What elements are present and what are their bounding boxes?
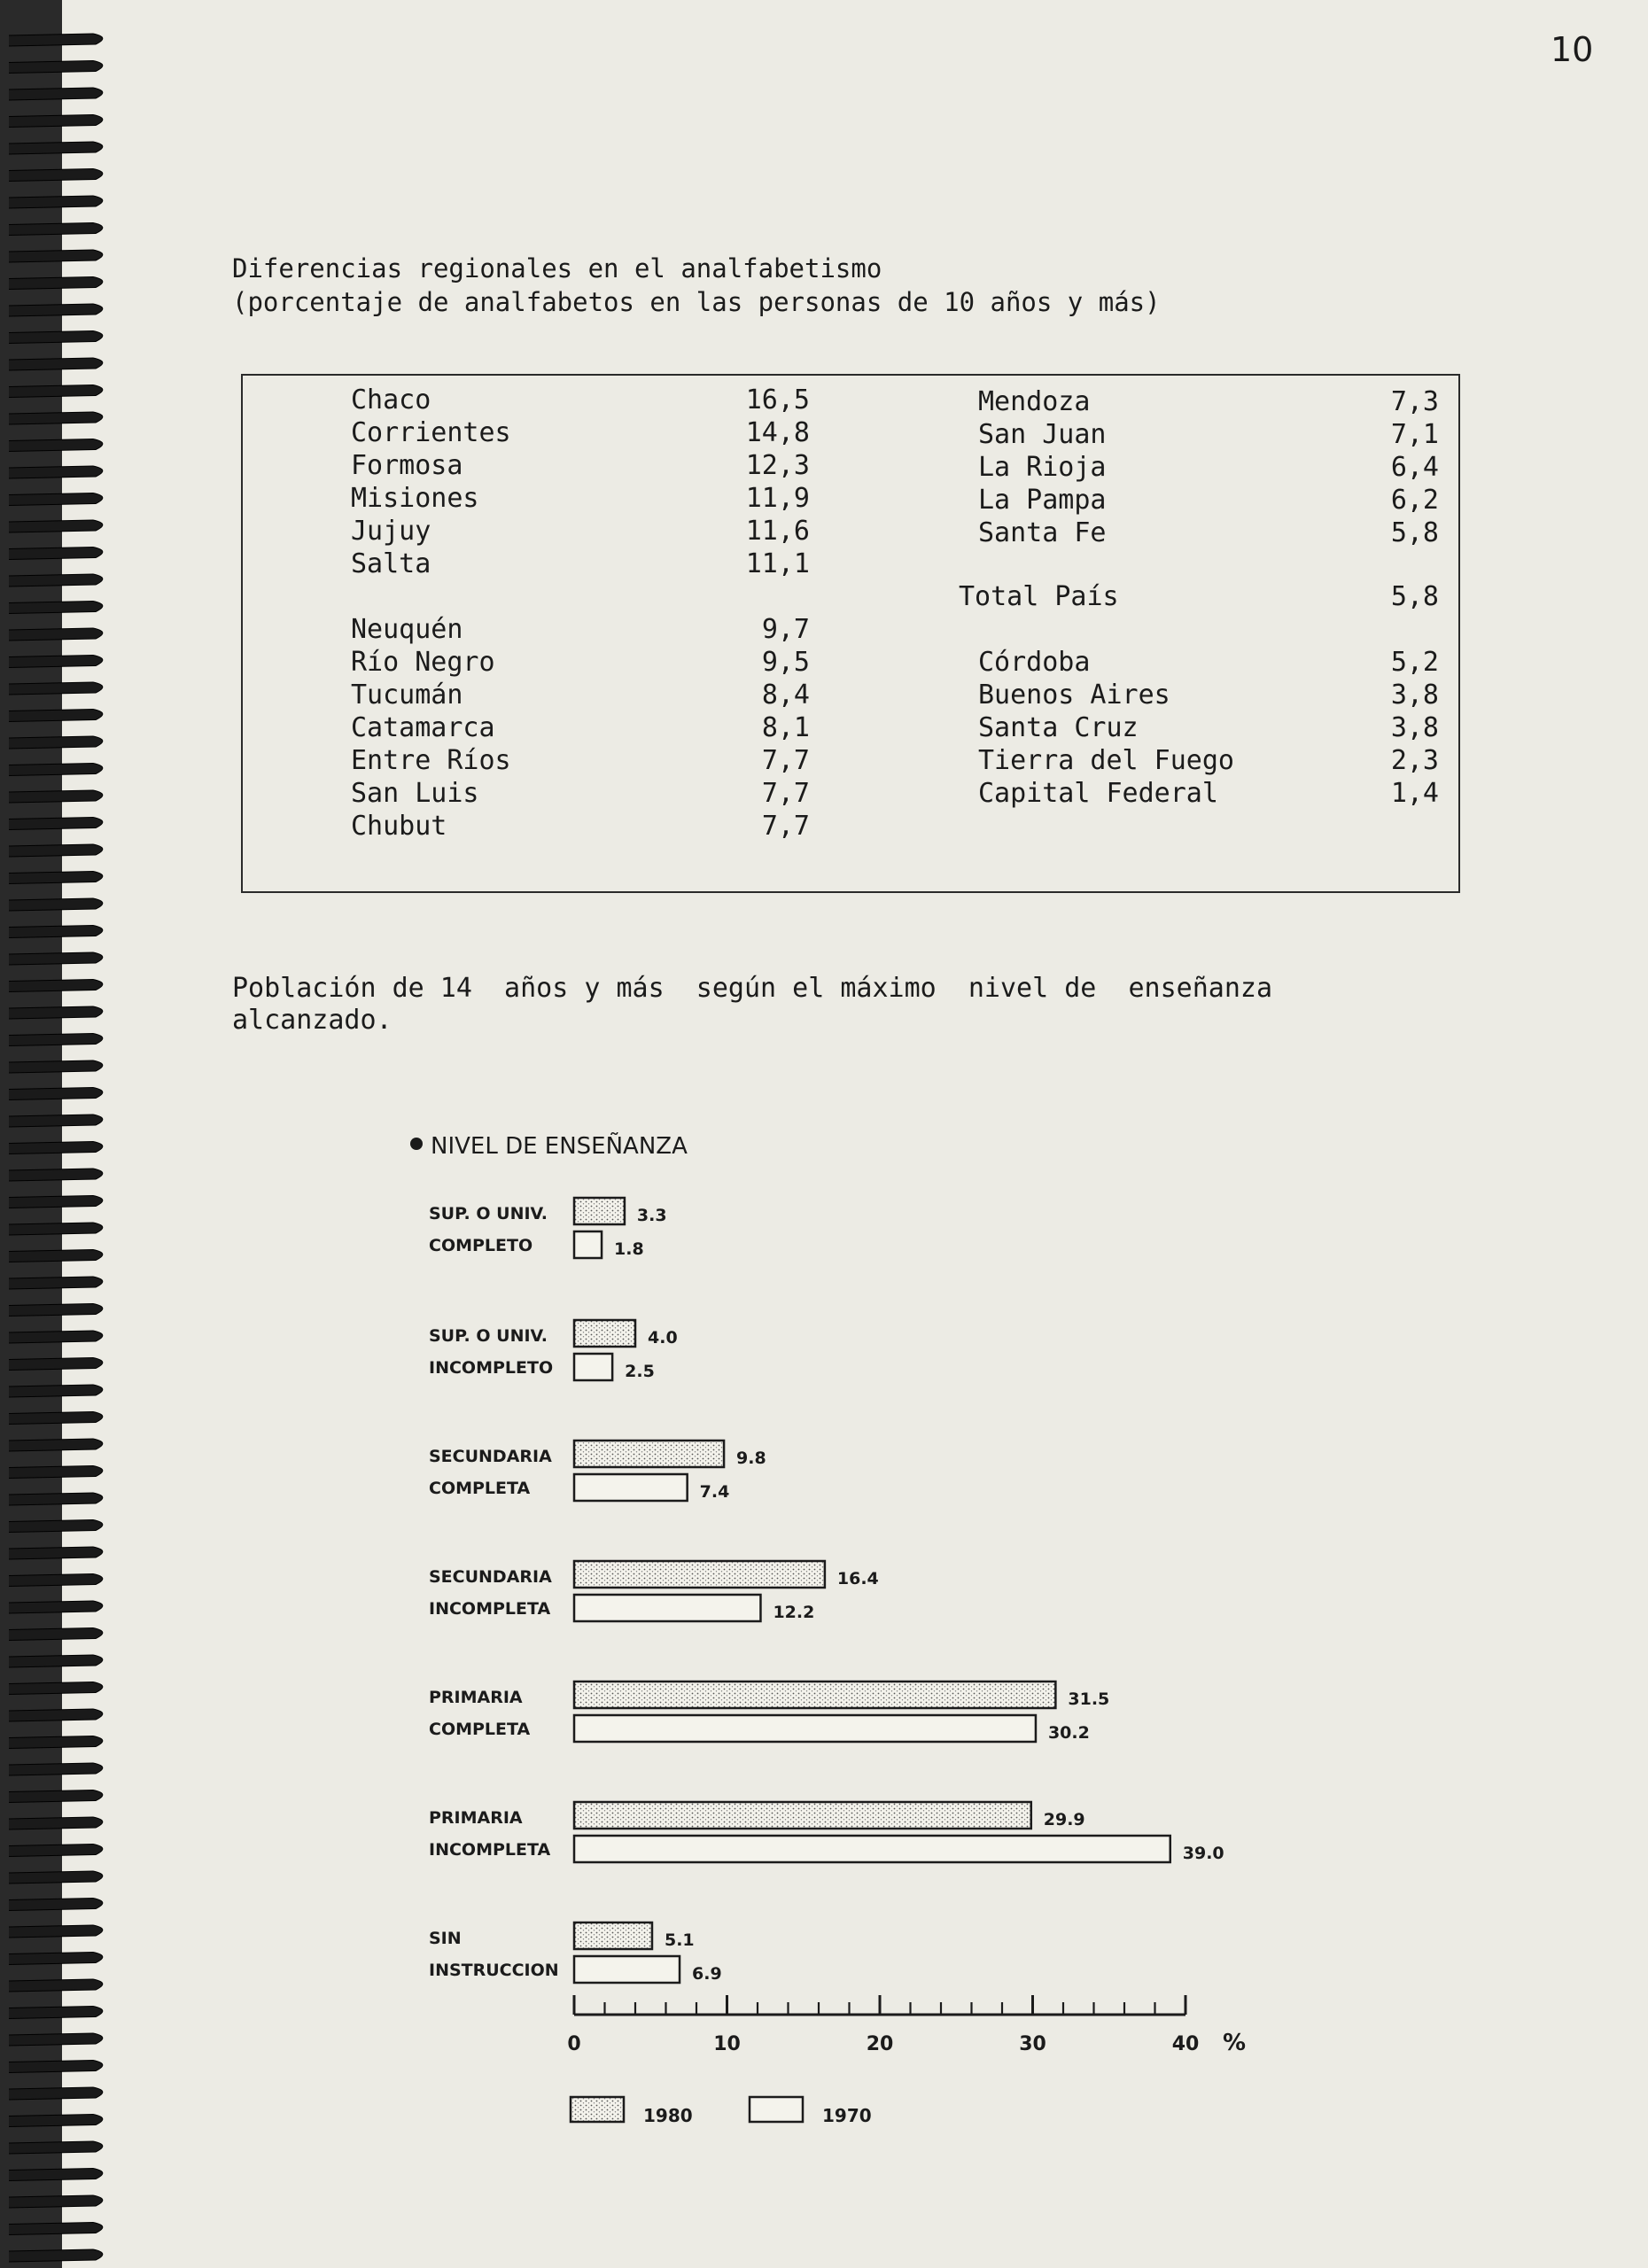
province-value: 5,8	[1390, 517, 1439, 548]
x-tick-label: 30	[1019, 2033, 1046, 2055]
province-name: San Juan	[978, 419, 1107, 450]
data-label: 29.9	[1043, 1810, 1085, 1829]
province-name: Jujuy	[351, 516, 431, 547]
province-name: Capital Federal	[978, 778, 1218, 809]
province-value: 1,4	[1390, 778, 1439, 809]
bar-1970	[574, 1715, 1036, 1742]
province-value: 6,2	[1390, 485, 1439, 516]
bar-1970	[574, 1231, 602, 1258]
data-label: 9.8	[736, 1449, 766, 1468]
data-label: 3.3	[636, 1206, 667, 1225]
province-value: 8,4	[761, 680, 810, 711]
province-value: 5,2	[1390, 647, 1439, 678]
bar-1970	[574, 1474, 688, 1501]
x-tick-label: 0	[567, 2033, 581, 2055]
data-label: 6.9	[692, 1964, 722, 1984]
province-value: 9,5	[761, 647, 810, 678]
category-label-line2: COMPLETO	[429, 1236, 533, 1255]
province-name: Corrientes	[351, 417, 511, 448]
province-name: San Luis	[351, 778, 479, 809]
legend-swatch-1970	[750, 2097, 803, 2122]
province-value: 7,1	[1390, 419, 1439, 450]
province-name: Salta	[351, 548, 431, 579]
legend-label: 1980	[643, 2105, 693, 2126]
province-name: Mendoza	[978, 386, 1091, 417]
province-value: 7,7	[761, 811, 810, 842]
x-tick-label: 10	[713, 2033, 741, 2055]
province-value: 7,3	[1390, 386, 1439, 417]
education-title: Población de 14 años y más según el máximo nivel de enseñanza	[232, 973, 1272, 1004]
data-label: 7.4	[699, 1482, 730, 1502]
category-label-line2: INCOMPLETA	[429, 1840, 551, 1860]
data-label: 31.5	[1068, 1689, 1110, 1709]
bar-1980	[574, 1802, 1031, 1829]
province-name: Neuquén	[351, 614, 463, 645]
x-tick-label: 20	[866, 2033, 894, 2055]
bar-1970	[574, 1836, 1170, 1862]
province-value: 11,9	[745, 483, 810, 514]
category-label-line1: PRIMARIA	[429, 1808, 523, 1828]
data-label: 16.4	[836, 1569, 879, 1588]
bullet-icon	[410, 1138, 423, 1150]
bar-1970	[574, 1354, 612, 1380]
data-label: 30.2	[1047, 1723, 1090, 1743]
bar-1980	[574, 1922, 652, 1949]
province-name: Buenos Aires	[978, 680, 1170, 711]
province-name: Santa Fe	[978, 517, 1107, 548]
province-name: Tierra del Fuego	[978, 745, 1234, 776]
province-value: 8,1	[761, 712, 810, 743]
province-name: Chubut	[351, 811, 447, 842]
province-value: 14,8	[745, 417, 810, 448]
province-value: 7,7	[761, 778, 810, 809]
category-label-line2: COMPLETA	[429, 1720, 531, 1739]
page-number: 10	[1551, 30, 1594, 69]
data-label: 39.0	[1182, 1844, 1224, 1863]
category-label-line2: INCOMPLETA	[429, 1599, 551, 1619]
literacy-subtitle: (porcentaje de analfabetos en las personas de 10 años y más)	[232, 287, 1161, 317]
data-label: 1.8	[614, 1239, 644, 1259]
province-name: Formosa	[351, 450, 463, 481]
province-value: 11,1	[745, 548, 810, 579]
chart-heading: NIVEL DE ENSEÑANZA	[431, 1133, 688, 1160]
province-value: 3,8	[1390, 680, 1439, 711]
x-tick-label: 40	[1171, 2033, 1200, 2055]
data-label: 4.0	[648, 1328, 678, 1348]
data-label: 2.5	[625, 1362, 655, 1381]
data-label: 5.1	[664, 1930, 695, 1950]
province-name: Misiones	[351, 483, 479, 514]
bar-1980	[574, 1198, 625, 1224]
legend-swatch-1980	[571, 2097, 624, 2122]
province-value: 16,5	[745, 384, 810, 416]
province-name: Entre Ríos	[351, 745, 511, 776]
bar-1980	[574, 1320, 635, 1347]
province-name: Catamarca	[351, 712, 495, 743]
education-subtitle: alcanzado.	[232, 1005, 393, 1036]
x-unit-label: %	[1223, 2030, 1247, 2056]
category-label-line2: INCOMPLETO	[429, 1358, 554, 1378]
bar-1970	[574, 1956, 680, 1983]
province-name: Tucumán	[351, 680, 463, 711]
province-value: 7,7	[761, 745, 810, 776]
total-value: 5,8	[1390, 581, 1439, 612]
category-label-line1: SECUNDARIA	[429, 1447, 552, 1466]
province-name: La Rioja	[978, 452, 1107, 483]
category-label-line1: SUP. O UNIV.	[429, 1326, 548, 1346]
province-value: 6,4	[1390, 452, 1439, 483]
total-label: Total País	[959, 581, 1119, 612]
province-name: Río Negro	[351, 647, 495, 678]
province-name: Santa Cruz	[978, 712, 1139, 743]
province-value: 11,6	[745, 516, 810, 547]
bar-1980	[574, 1561, 825, 1588]
category-label-line1: PRIMARIA	[429, 1688, 523, 1707]
category-label-line2: COMPLETA	[429, 1479, 531, 1498]
province-name: Chaco	[351, 384, 431, 416]
category-label-line1: SIN	[429, 1929, 462, 1948]
bar-1980	[574, 1682, 1055, 1708]
province-name: Córdoba	[978, 647, 1091, 678]
category-label-line1: SUP. O UNIV.	[429, 1204, 548, 1223]
province-value: 9,7	[761, 614, 810, 645]
bar-1980	[574, 1441, 724, 1467]
province-name: La Pampa	[978, 485, 1107, 516]
province-value: 3,8	[1390, 712, 1439, 743]
literacy-title: Diferencias regionales en el analfabetismo	[232, 253, 882, 284]
province-value: 2,3	[1390, 745, 1439, 776]
legend-label: 1970	[822, 2105, 872, 2126]
province-value: 12,3	[745, 450, 810, 481]
category-label-line1: SECUNDARIA	[429, 1567, 552, 1587]
category-label-line2: INSTRUCCION	[429, 1961, 559, 1980]
bar-1970	[574, 1595, 760, 1621]
data-label: 12.2	[773, 1603, 815, 1622]
